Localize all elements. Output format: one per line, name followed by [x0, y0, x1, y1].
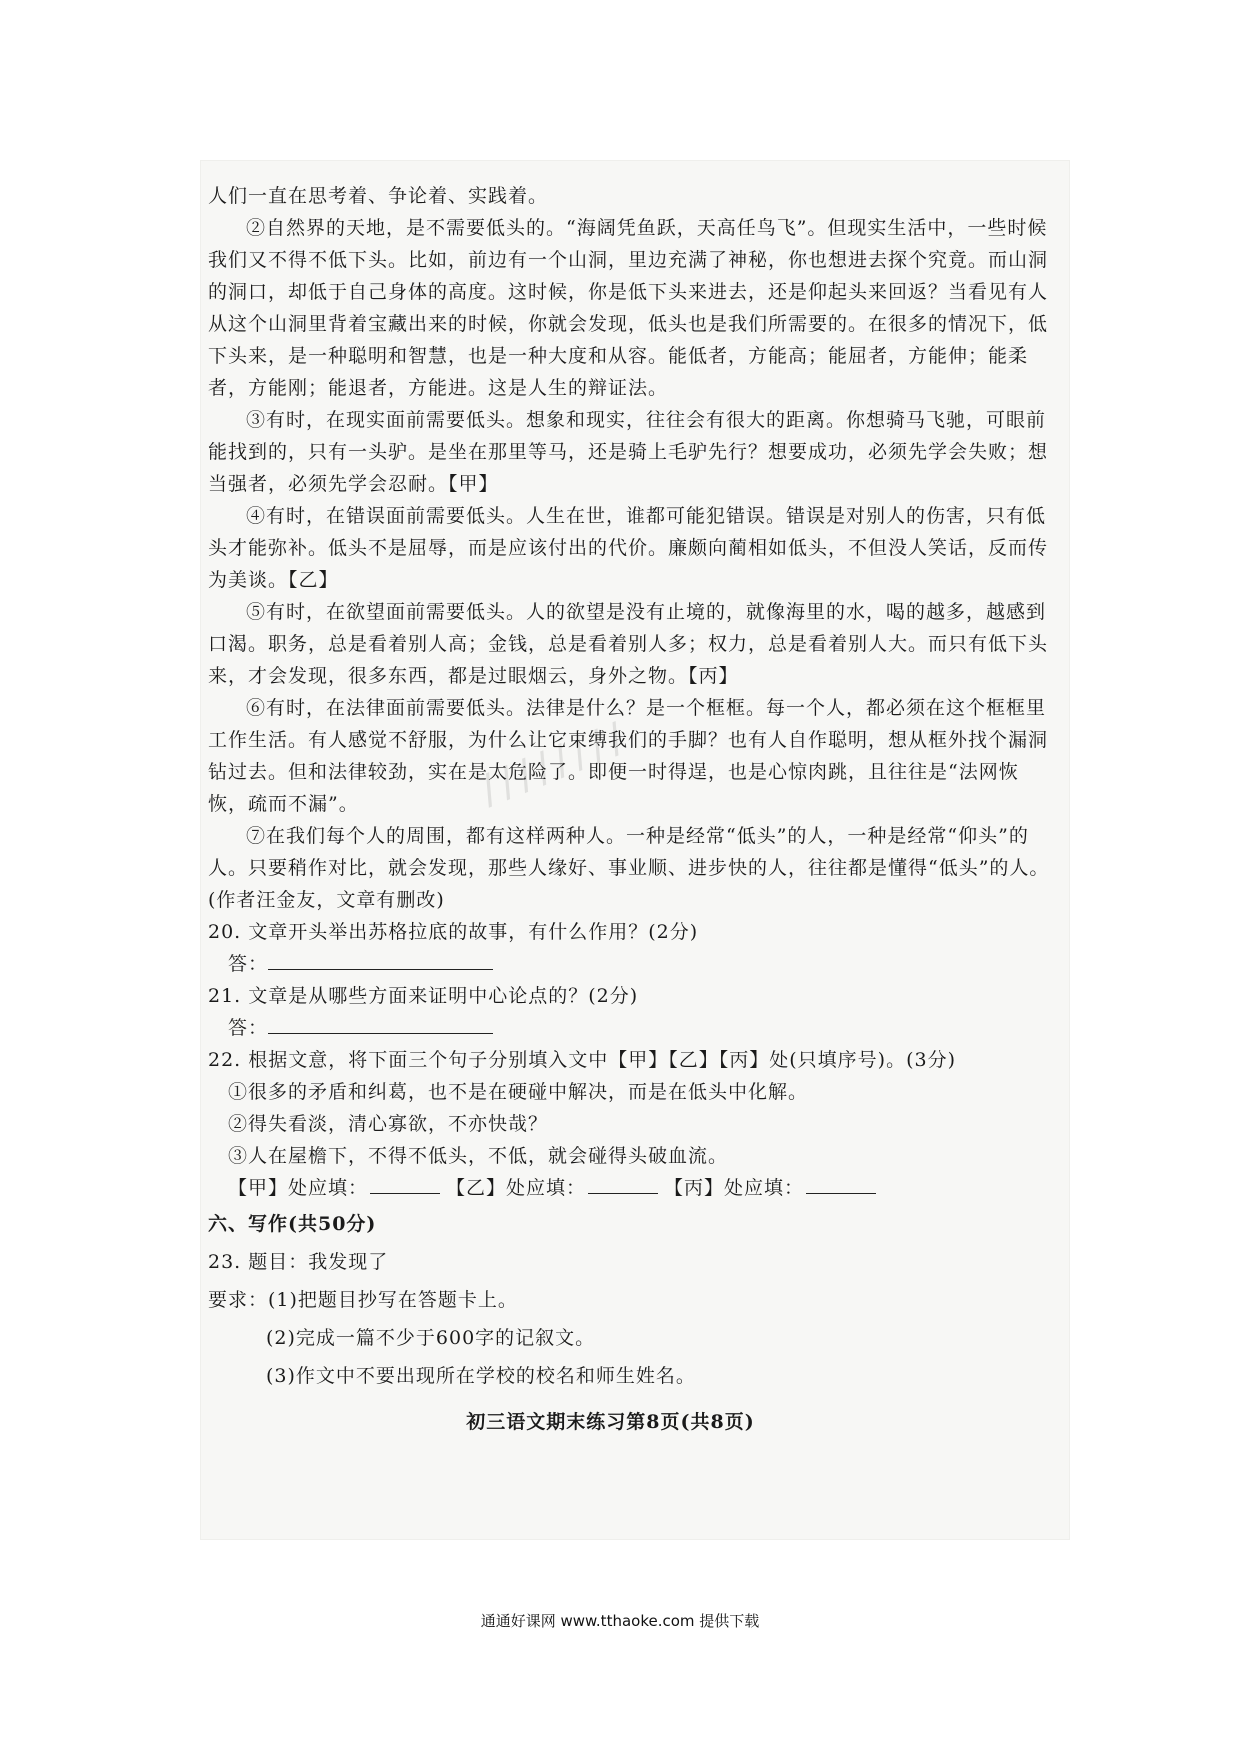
question-22-option-3: ③人在屋檐下，不得不低头，不低，就会碰得头破血流。	[228, 1145, 729, 1167]
answer-line-20[interactable]	[268, 951, 493, 970]
passage-paragraph-2: ②自然界的天地，是不需要低头的。“海阔凭鱼跃，天高任鸟飞”。但现实生活中，一些时候我们又不得不低下头。比如，前边有一个山洞，里边充满了神秘，你也想进去探个究竟。而山洞的洞口，却低于自己身体的高度。这时候，你是低下头来进去，还是仰起头来回返？当看见有人从这个山洞里背着宝藏出来的时候，你就会发现，低头也是我们所需要的。在很多的情况下，低下头来，是一种聪明和智慧，也是一种大度和从容。能低者，方能高；能屈者，方能伸；能柔者，方能刚；能退者，方能进。这是人生的辩证法。	[208, 217, 1049, 399]
fill-label-jia: 【甲】处应填：	[228, 1177, 369, 1199]
passage-paragraph-7: ⑦在我们每个人的周围，都有这样两种人。一种是经常“低头”的人，一种是经常“仰头”的人。只要稍作对比，就会发现，那些人缘好、事业顺、进步快的人，往往都是懂得“低头”的人。(作者汪金友，文章有删改)	[208, 825, 1050, 911]
download-credit	[0, 1610, 1240, 1631]
passage-paragraph-6: ⑥有时，在法律面前需要低头。法律是什么？是一个框框。每一个人，都必须在这个框框里工作生活。有人感觉不舒服，为什么让它束缚我们的手脚？也有人自作聪明，想从框外找个漏洞钻过去。但和法律较劲，实在是太危险了。即便一时得逞，也是心惊肉跳，且往往是“法网恢恢，疏而不漏”。	[208, 697, 1049, 815]
question-22-fill-row	[208, 1172, 1053, 1204]
fill-label-bing: 【丙】处应填：	[664, 1177, 805, 1199]
passage-paragraph-3: ③有时，在现实面前需要低头。想象和现实，往往会有很大的距离。你想骑马飞驰，可眼前能找到的，只有一头驴。是坐在那里等马，还是骑上毛驴先行？想要成功，必须先学会失败；想当强者，必须先学会忍耐。【甲】	[208, 409, 1049, 495]
answer-label: 答：	[228, 1017, 269, 1039]
passage-paragraph-5: ⑤有时，在欲望面前需要低头。人的欲望是没有止境的，就像海里的水，喝的越多，越感到口渴。职务，总是看着别人高；金钱，总是看着别人多；权力，总是看着别人大。而只有低下头来，才会发现，很多东西，都是过眼烟云，身外之物。【丙】	[208, 601, 1049, 687]
writing-requirement-3: (3)作文中不要出现所在学校的校名和师生姓名。	[266, 1365, 696, 1387]
document-body	[208, 180, 1053, 1438]
writing-section-title: 六、写作(共50分)	[208, 1213, 377, 1235]
question-22: 22. 根据文意，将下面三个句子分别填入文中【甲】【乙】【丙】处(只填序号)。(3分)	[208, 1049, 956, 1071]
answer-label: 答：	[228, 953, 269, 975]
credit-text: 通通好课网 www.tthaoke.com 提供下载	[480, 1612, 760, 1630]
question-20: 20. 文章开头举出苏格拉底的故事，有什么作用？(2分)	[208, 921, 699, 943]
fill-label-yi: 【乙】处应填：	[446, 1177, 587, 1199]
fill-blank-yi[interactable]	[588, 1177, 658, 1194]
answer-line-21[interactable]	[268, 1015, 493, 1034]
passage-paragraph-0: 人们一直在思考着、争论着、实践着。	[208, 185, 549, 207]
answer-row-20	[208, 948, 1053, 980]
question-22-option-2: ②得失看淡，清心寡欲，不亦快哉？	[228, 1113, 549, 1135]
fill-blank-bing[interactable]	[806, 1177, 876, 1194]
answer-row-21	[208, 1012, 1053, 1044]
passage-paragraph-4: ④有时，在错误面前需要低头。人生在世，谁都可能犯错误。错误是对别人的伤害，只有低头才能弥补。低头不是屈辱，而是应该付出的代价。廉颇向蔺相如低头，不但没人笑话，反而传为美谈。【乙】	[208, 505, 1049, 591]
writing-requirement-2: (2)完成一篇不少于600字的记叙文。	[266, 1327, 596, 1349]
question-22-option-1: ①很多的矛盾和纠葛，也不是在硬碰中解决，而是在低头中化解。	[228, 1081, 809, 1103]
page-number-footer: 初三语文期末练习第8页(共8页)	[466, 1411, 755, 1433]
question-23: 23. 题目：我发现了	[208, 1251, 389, 1273]
question-21: 21. 文章是从哪些方面来证明中心论点的？(2分)	[208, 985, 639, 1007]
writing-requirement-1: 要求：(1)把题目抄写在答题卡上。	[208, 1289, 518, 1311]
fill-blank-jia[interactable]	[370, 1177, 440, 1194]
